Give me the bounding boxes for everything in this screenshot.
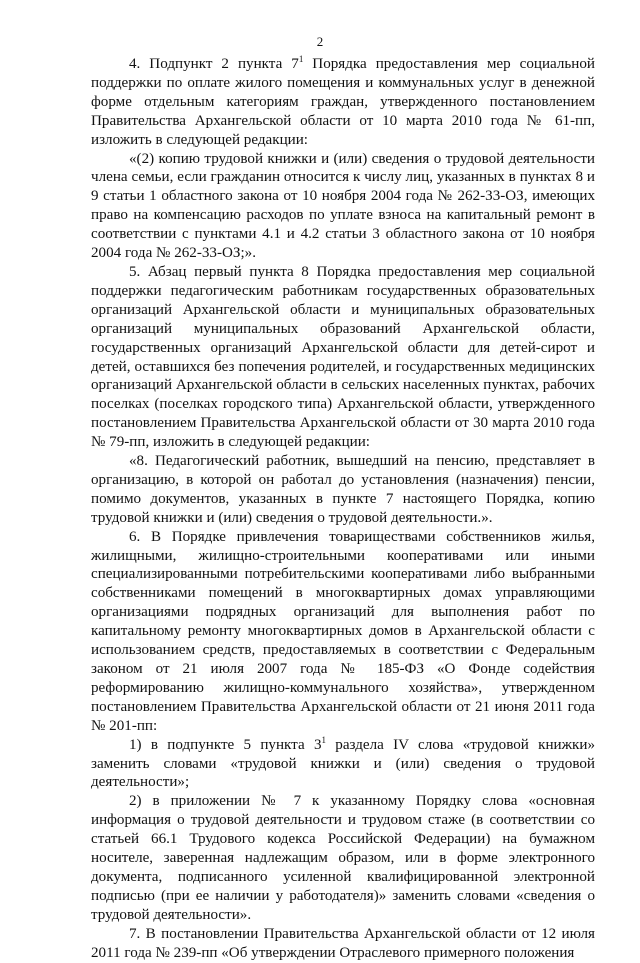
paragraph-text: 1) в подпункте 5 пункта 3 [129, 736, 322, 753]
paragraph-text: 6. В Порядке привлечения товариществами собственников жилья, жилищными, жилищно-строительными кооперативами или иными специализированными потребительскими кооперативами либо выбранными собственниками помещений в многоквартирных домах управляющими организациями подрядных организаций для выполнения работ по капитальному ремонту многоквартирных домов в Архангельской области с использованием средств, предоставляемых в соответствии с Федеральным законом от 21 июля 2007 года № 185-ФЗ «О Фонде содействия реформированию жилищно-коммунального хозяйства», утвержденном постановлением Правительства Архангельской области от 21 июня 2011 года № 201-пп: [91, 528, 595, 734]
paragraph-text: 7. В постановлении Правительства Архангельской области от 12 июля 2011 года № 239-пп «Об утверждении Отраслевого примерного положения [91, 925, 595, 961]
paragraph-text-continued: раздела IV слова «трудовой книжки» заменить словами «трудовой книжки и (или) сведения о трудовой деятельности»; [91, 736, 595, 791]
quoted-subpoint-2 [91, 150, 595, 263]
quoted-point-8 [91, 452, 595, 528]
paragraph-item-7 [91, 925, 595, 963]
paragraph-text: 5. Абзац первый пункта 8 Порядка предоставления мер социальной поддержки педагогическим работникам государственных образовательных организаций Архангельской области и муниципальных образовательных организаций муниципальных образований Архангельской области, государственных организаций Архангельской области для детей-сирот и детей, оставшихся без попечения родителей, и государственных медицинских организаций Архангельской области в сельских населенных пунктах, рабочих поселках (поселках городского типа) Архангельской области, утвержденного постановлением Правительства Архангельской области от 30 марта 2010 года № 79-пп, изложить в следующей редакции: [91, 263, 595, 451]
paragraph-text: 2) в приложении № 7 к указанному Порядку слова «основная информация о трудовой деятельности и трудовом стаже (в соответствии со статьей 66.1 Трудового кодекса Российской Федерации) на бумажном носителе, заверенная надлежащим образом, или в форме электронного документа, подписанного усиленной квалифицированной электронной подписью (при ее наличии у работодателя)» заменить словами «сведения о трудовой деятельности». [91, 793, 595, 923]
paragraph-text: «(2) копию трудовой книжки и (или) сведения о трудовой деятельности члена семьи, если гражданин относится к числу лиц, указанных в пунктах 8 и 9 статьи 1 областного закона от 10 ноября 2004 года № 262-33-ОЗ, имеющих право на компенсацию расходов по уплате взноса на капитальный ремонт в соответствии с пунктами 4.1 и 4.2 статьи 3 областного закона от 10 ноября 2004 года № 262-33-ОЗ;». [91, 150, 595, 262]
paragraph-item-4 [91, 55, 595, 150]
paragraph-text: 4. Подпункт 2 пункта 7 [129, 56, 299, 72]
superscript-index: 1 [321, 734, 326, 745]
paragraph-text-continued: Порядка предоставления мер социальной поддержки по оплате жилого помещения и коммунальных услуг в денежной форме отдельным категориям граждан, утвержденного постановлением Правительства Архангельской области от 10 марта 2010 года № 61-пп, изложить в следующей редакции: [91, 56, 595, 148]
page-number: 2 [316, 34, 324, 49]
paragraph-item-5 [91, 263, 595, 452]
document-body [91, 55, 595, 963]
superscript-index: 1 [298, 54, 304, 64]
paragraph-item-6 [91, 528, 595, 736]
subitem-1 [91, 736, 595, 793]
paragraph-text: «8. Педагогический работник, вышедший на пенсию, представляет в организацию, в которой он работал до установления (назначения) пенсии, помимо документов, указанных в пункте 7 настоящего Порядка, копию трудовой книжки и (или) сведения о трудовой деятельности.». [91, 453, 595, 526]
